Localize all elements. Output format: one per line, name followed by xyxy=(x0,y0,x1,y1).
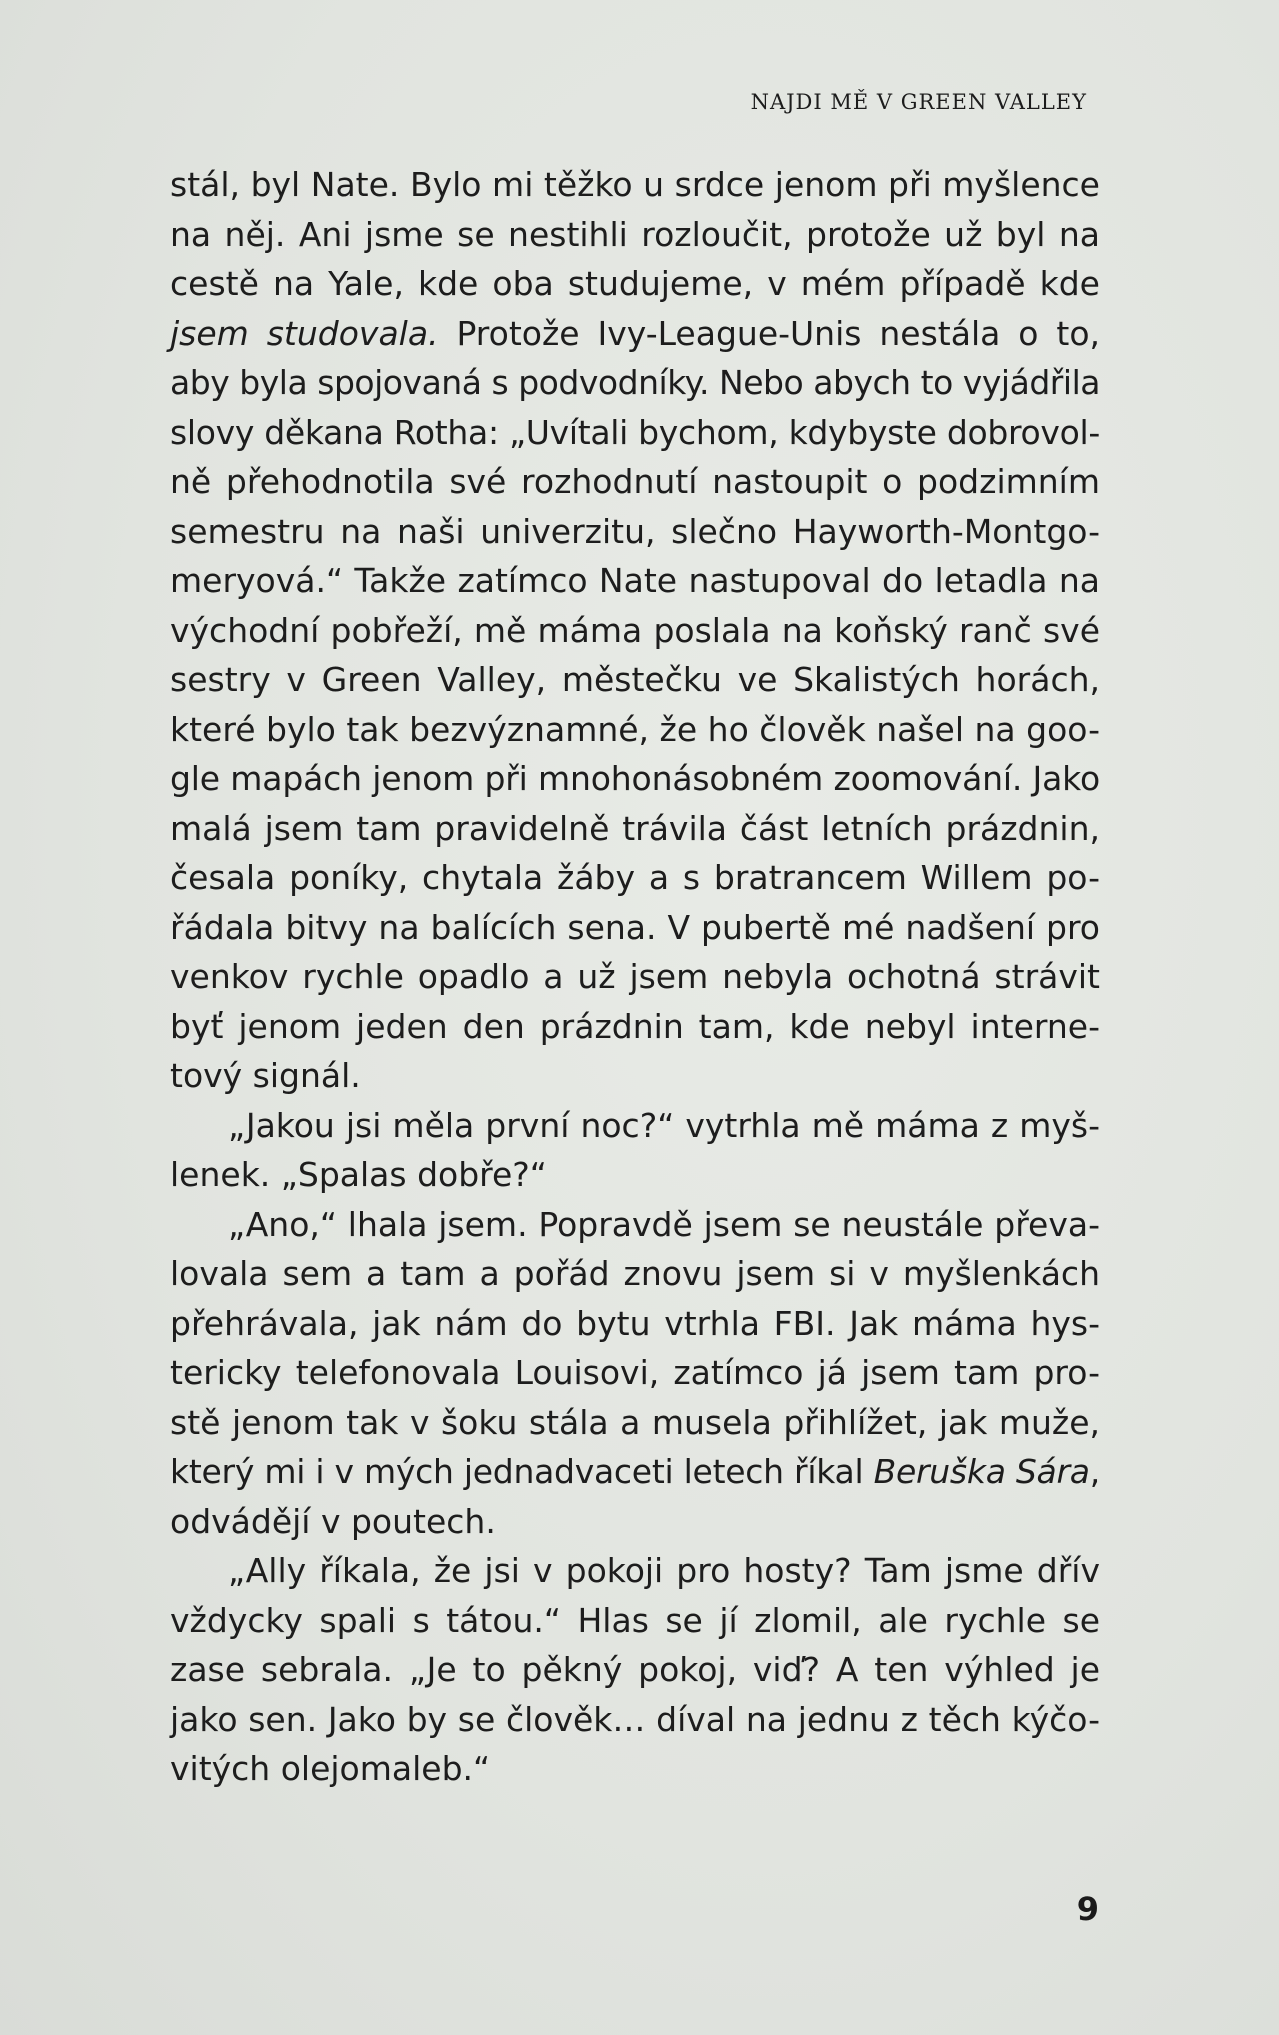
text-line xyxy=(170,1447,1100,1497)
text-line: které bylo tak bezvýznamné, že ho člověk našel na goo- xyxy=(170,709,1100,749)
italic-text: Beruška Sára xyxy=(873,1452,1090,1491)
italic-text: jsem studovala. xyxy=(170,313,439,353)
text-line: řádala bitvy na balících sena. V pubertě mé nadšení pro xyxy=(170,907,1100,947)
text-line: venkov rychle opadlo a už jsem nebyla ochotná strávit xyxy=(170,957,1100,996)
text-line: na něj. Ani jsme se nestihli rozloučit, protože už byl na xyxy=(170,214,1100,254)
text-line: „Ally říkala, že jsi v pokoji pro hosty? Tam jsme dřív xyxy=(228,1551,1100,1590)
text-line: sestry v Green Valley, městečku ve Skalistých horách, xyxy=(170,660,1100,699)
text-line: česala poníky, chytala žáby a s bratrancem Willem po- xyxy=(170,858,1100,897)
text-line: stě jenom tak v šoku stála a musela přihlížet, jak muže, xyxy=(170,1402,1100,1442)
text-line: „Ano,“ lhala jsem. Popravdě jsem se neustále převa- xyxy=(228,1204,1100,1244)
text-span: Protože Ivy-League-Unis nestála o to, xyxy=(438,313,1101,353)
text-line: malá jsem tam pravidelně trávila část letních prázdnin, xyxy=(170,808,1100,848)
text-line: meryová.“ Takže zatímco Nate nastupoval do letadla na xyxy=(170,561,1100,600)
text-line: tericky telefonovala Louisovi, zatímco já jsem tam pro- xyxy=(170,1353,1100,1392)
text-line: gle mapách jenom při mnohonásobném zoomování. Jako xyxy=(170,759,1100,798)
body-text xyxy=(170,160,1100,1794)
text-line xyxy=(170,309,1100,359)
text-line: ně přehodnotila své rozhodnutí nastoupit o podzimním xyxy=(170,462,1100,501)
text-line: lovala sem a tam a pořád znovu jsem si v myšlenkách xyxy=(170,1254,1100,1293)
text-line: vždycky spali s tátou.“ Hlas se jí zlomil, ale rychle se xyxy=(170,1600,1100,1640)
text-line: slovy děkana Rotha: „Uvítali bychom, kdybyste dobrovol- xyxy=(170,412,1100,452)
text-line: jako sen. Jako by se člověk… díval na jednu z těch kýčo- xyxy=(170,1699,1100,1739)
text-line: vitých olejomaleb.“ xyxy=(170,1749,491,1788)
text-line: semestru na naši univerzitu, slečno Hayworth-Montgo- xyxy=(170,511,1100,551)
running-head: NAJDI MĚ V GREEN VALLEY xyxy=(750,90,1087,114)
text-line: byť jenom jeden den prázdnin tam, kde nebyl interne- xyxy=(170,1006,1100,1046)
text-span: , xyxy=(1089,1452,1100,1491)
text-line: zase sebrala. „Je to pěkný pokoj, viď? A ten výhled je xyxy=(170,1650,1100,1689)
text-line: lenek. „Spalas dobře?“ xyxy=(170,1155,547,1194)
text-line: tový signál. xyxy=(170,1056,361,1095)
page-number: 9 xyxy=(1076,1890,1099,1928)
text-span: který mi i v mých jednadvaceti letech říkal xyxy=(170,1452,874,1491)
text-line: „Jakou jsi měla první noc?“ vytrhla mě máma z myš- xyxy=(228,1105,1100,1145)
text-line: aby byla spojovaná s podvodníky. Nebo abych to vyjádřila xyxy=(170,363,1100,402)
text-line: východní pobřeží, mě máma poslala na koňský ranč své xyxy=(170,610,1100,650)
text-line: stál, byl Nate. Bylo mi těžko u srdce jenom při myšlence xyxy=(170,165,1100,204)
text-line: cestě na Yale, kde oba studujeme, v mém případě kde xyxy=(170,264,1100,303)
text-line: přehrávala, jak nám do bytu vtrhla FBI. Jak máma hys- xyxy=(170,1303,1100,1343)
text-line: odvádějí v poutech. xyxy=(170,1501,496,1541)
